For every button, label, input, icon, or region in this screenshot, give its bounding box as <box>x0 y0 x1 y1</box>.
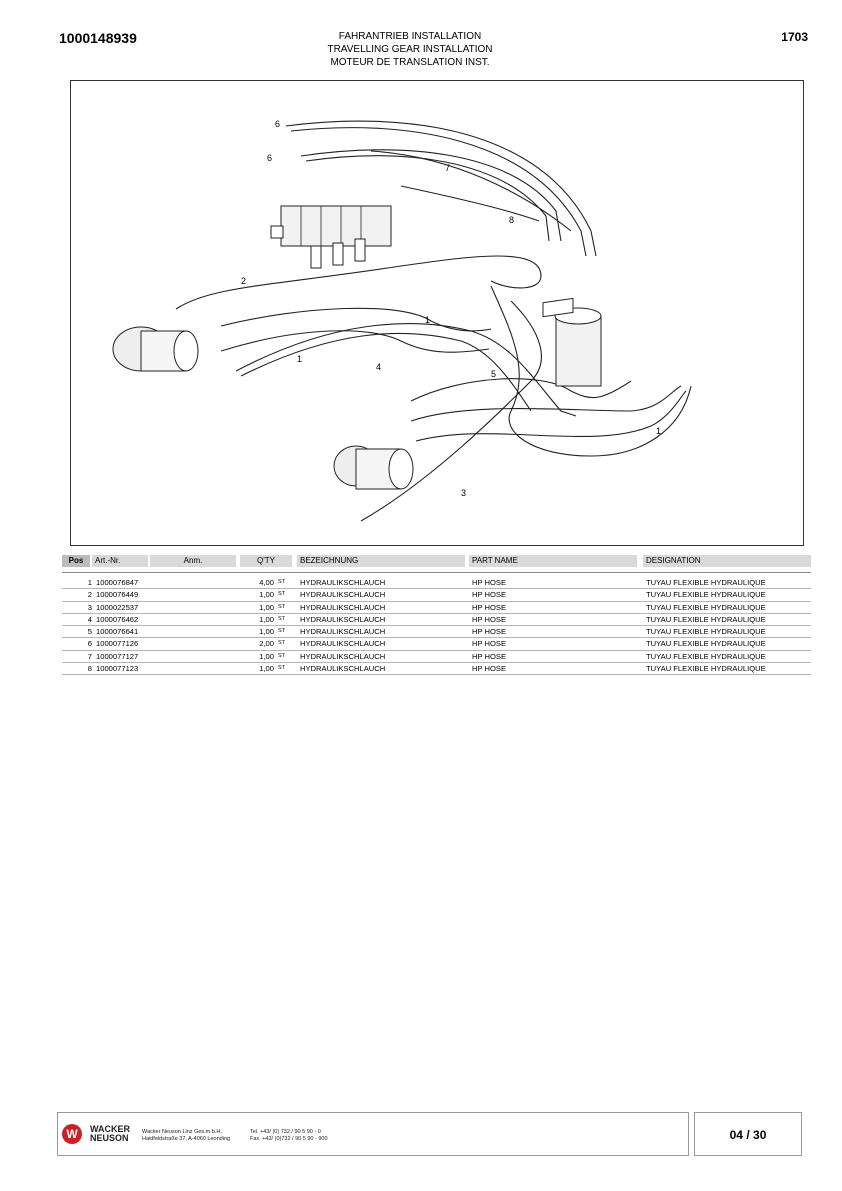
row-qty: 1,00 <box>259 651 274 661</box>
row-art-nr: 1000076449 <box>96 590 139 600</box>
row-art-nr: 1000076641 <box>96 627 139 637</box>
row-pos: 8 <box>87 664 92 674</box>
page-code: 1703 <box>781 30 808 44</box>
row-part-name: HP HOSE <box>472 664 507 674</box>
page-separator: / <box>746 1128 750 1142</box>
callout-7: 7 <box>445 163 451 173</box>
row-bezeichnung: HYDRAULIKSCHLAUCH <box>300 590 386 600</box>
header-bezeichnung: BEZEICHNUNG <box>297 555 465 567</box>
row-pos: 2 <box>87 590 92 600</box>
row-bezeichnung: HYDRAULIKSCHLAUCH <box>300 602 386 612</box>
row-pos: 7 <box>87 651 92 661</box>
control-valve-block <box>271 206 391 268</box>
table-row <box>62 626 811 638</box>
row-designation: TUYAU FLEXIBLE HYDRAULIQUE <box>646 602 766 612</box>
travel-motor-right <box>334 446 413 489</box>
row-part-name: HP HOSE <box>472 590 507 600</box>
hose-diagram <box>71 81 803 545</box>
title-german: FAHRANTRIEB INSTALLATION <box>338 31 482 42</box>
header-anm: Anm. <box>150 555 236 567</box>
row-bezeichnung: HYDRAULIKSCHLAUCH <box>300 578 386 587</box>
document-number: 1000148939 <box>59 30 137 46</box>
parts-table <box>62 577 811 675</box>
brand-line-2: NEUSON <box>90 1133 129 1143</box>
row-unit: ST <box>278 652 286 659</box>
hose-lines <box>176 121 691 521</box>
table-row <box>62 614 811 626</box>
callout-4: 4 <box>376 362 382 372</box>
company-info <box>142 1129 230 1142</box>
callout-6a: 6 <box>275 119 281 129</box>
row-art-nr: 1000076847 <box>96 578 139 587</box>
table-row <box>62 651 811 663</box>
row-part-name: HP HOSE <box>472 578 507 587</box>
row-designation: TUYAU FLEXIBLE HYDRAULIQUE <box>646 614 766 624</box>
row-designation: TUYAU FLEXIBLE HYDRAULIQUE <box>646 578 766 587</box>
phone-number: Tel. +43/ (0) 732 / 90 5 90 - 0 <box>250 1129 321 1135</box>
row-part-name: HP HOSE <box>472 651 507 661</box>
row-qty: 2,00 <box>259 639 274 649</box>
row-bezeichnung: HYDRAULIKSCHLAUCH <box>300 614 386 624</box>
callout-1a: 1 <box>425 315 431 325</box>
row-qty: 1,00 <box>259 590 274 600</box>
row-art-nr: 1000077126 <box>96 639 139 649</box>
row-art-nr: 1000076462 <box>96 614 139 624</box>
table-row <box>62 589 811 601</box>
row-designation: TUYAU FLEXIBLE HYDRAULIQUE <box>646 639 766 649</box>
row-qty: 1,00 <box>259 664 274 674</box>
table-top-rule <box>62 572 811 573</box>
row-bezeichnung: HYDRAULIKSCHLAUCH <box>300 627 386 637</box>
table-row <box>62 638 811 650</box>
page-current: 04 <box>729 1128 743 1142</box>
wacker-neuson-logo-icon <box>62 1124 82 1144</box>
header-part-name: PART NAME <box>469 555 637 567</box>
callout-8: 8 <box>509 215 515 225</box>
row-art-nr: 1000022537 <box>96 602 139 612</box>
title-english: TRAVELLING GEAR INSTALLATION <box>327 44 493 55</box>
company-address: Haidfeldstraße 37, A-4060 Leonding <box>142 1135 231 1142</box>
row-pos: 6 <box>87 639 92 649</box>
row-qty: 1,00 <box>259 627 274 637</box>
row-part-name: HP HOSE <box>472 627 507 637</box>
brand-name <box>90 1125 130 1143</box>
parts-table-header <box>62 555 811 567</box>
row-unit: ST <box>278 591 286 598</box>
row-bezeichnung: HYDRAULIKSCHLAUCH <box>300 651 386 661</box>
swivel-joint <box>543 298 601 386</box>
row-art-nr: 1000077127 <box>96 651 139 661</box>
row-designation: TUYAU FLEXIBLE HYDRAULIQUE <box>646 590 766 600</box>
row-part-name: HP HOSE <box>472 614 507 624</box>
table-row <box>62 602 811 614</box>
fax-number: Fax. +43/ (0)732 / 90 5 90 - 900 <box>250 1135 328 1142</box>
table-row <box>62 577 811 589</box>
row-pos: 5 <box>87 627 92 637</box>
row-bezeichnung: HYDRAULIKSCHLAUCH <box>300 639 386 649</box>
row-part-name: HP HOSE <box>472 602 507 612</box>
page-title <box>260 30 560 69</box>
table-row <box>62 663 811 675</box>
logo-letter: W <box>66 1127 78 1141</box>
row-unit: ST <box>278 579 286 585</box>
title-french: MOTEUR DE TRANSLATION INST. <box>330 57 490 68</box>
row-designation: TUYAU FLEXIBLE HYDRAULIQUE <box>646 627 766 637</box>
row-bezeichnung: HYDRAULIKSCHLAUCH <box>300 664 386 674</box>
callout-5: 5 <box>491 369 497 379</box>
page-number-box <box>694 1112 802 1156</box>
row-part-name: HP HOSE <box>472 639 507 649</box>
row-designation: TUYAU FLEXIBLE HYDRAULIQUE <box>646 664 766 674</box>
row-pos: 3 <box>87 602 92 612</box>
exploded-drawing <box>70 80 804 546</box>
header-qty: Q'TY <box>240 555 292 567</box>
row-art-nr: 1000077123 <box>96 664 139 674</box>
row-unit: ST <box>278 640 286 647</box>
row-pos: 1 <box>87 578 92 587</box>
callout-2: 2 <box>241 276 247 286</box>
callout-1b: 1 <box>297 354 303 364</box>
header-art-nr: Art.-Nr. <box>92 555 148 567</box>
row-unit: ST <box>278 603 286 610</box>
row-designation: TUYAU FLEXIBLE HYDRAULIQUE <box>646 651 766 661</box>
contact-info <box>250 1129 328 1142</box>
row-pos: 4 <box>87 614 92 624</box>
callout-3: 3 <box>461 488 467 498</box>
header-designation: DESIGNATION <box>643 555 811 567</box>
row-unit: ST <box>278 615 286 622</box>
row-unit: ST <box>278 665 286 672</box>
travel-motor-left <box>113 327 198 371</box>
header-pos: Pos <box>62 555 90 567</box>
brand-line-1: WACKER <box>90 1124 130 1134</box>
company-name: Wacker Neuson Linz Ges.m.b.H. <box>142 1129 222 1135</box>
page-total: 30 <box>753 1128 767 1142</box>
callout-6b: 6 <box>267 153 273 163</box>
row-qty: 1,00 <box>259 602 274 612</box>
row-qty: 1,00 <box>259 614 274 624</box>
row-unit: ST <box>278 628 286 635</box>
callout-1c: 1 <box>656 426 662 436</box>
footer <box>57 1112 689 1156</box>
page-number <box>695 1113 801 1157</box>
row-qty: 4,00 <box>259 578 274 587</box>
